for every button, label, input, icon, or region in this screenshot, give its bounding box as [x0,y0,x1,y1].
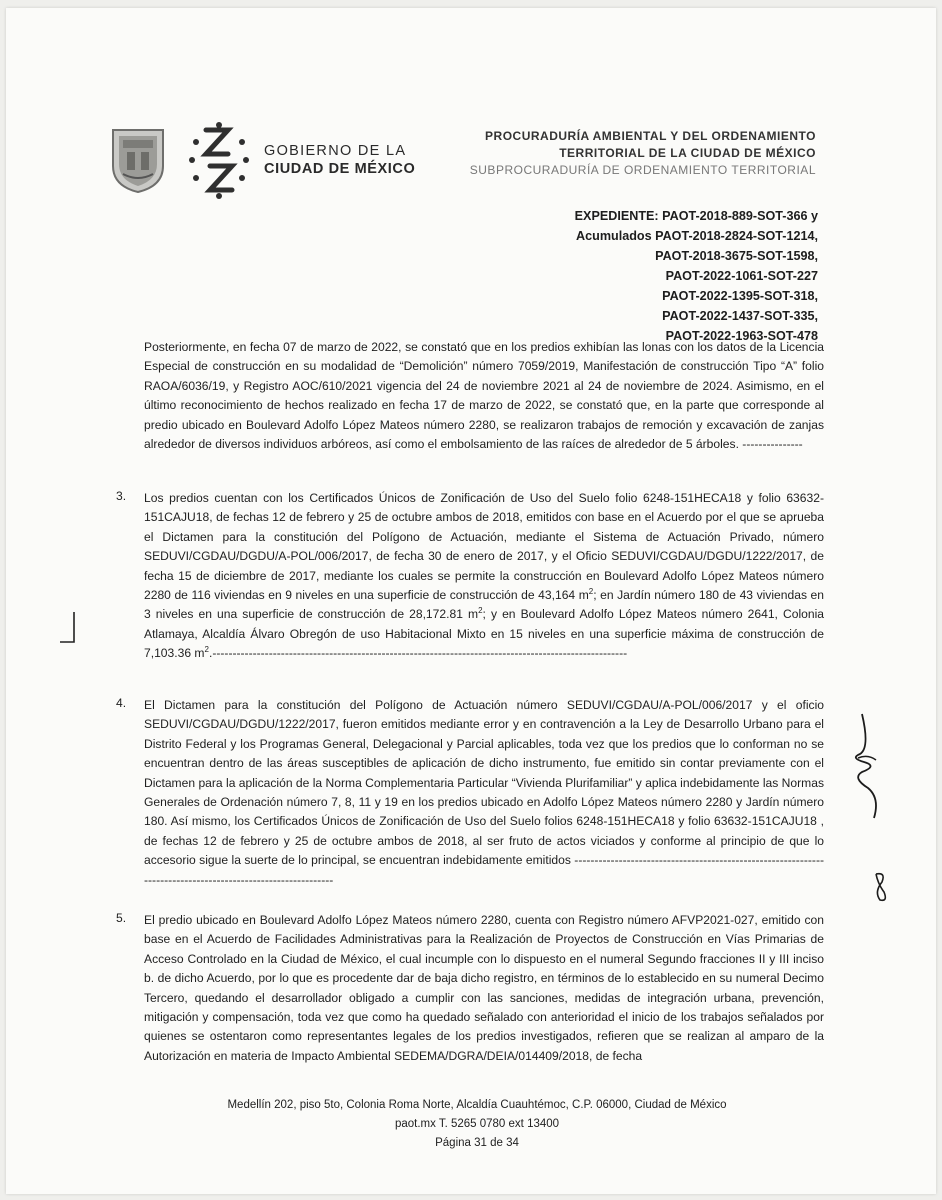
item-3-text-b: ; en Jardín número 180 de 43 viviendas en 3 niveles en una superficie de construcción de 28,172.81 m [144,588,824,622]
item-number: 4. [116,696,127,710]
page-number: Página 31 de 34 [435,1137,519,1149]
handwritten-bracket-mark [56,608,80,648]
case-file-line: PAOT-2018-3675-SOT-1598, [655,249,818,263]
handwritten-initial-signature [844,708,894,828]
document-page [6,8,936,1194]
superscript: 2 [478,606,483,616]
footer-address: Medellín 202, piso 5to, Colonia Roma Norte, Alcaldía Cuauhtémoc, C.P. 06000, Ciudad de México [227,1099,727,1111]
superscript: 2 [588,587,594,596]
item-3-text-c: ; y en Boulevard Adolfo López Mateos número 2641, Colonia Atlamaya, Alcaldía Álvaro Obregón de uso Habitacional Mixto en 15 niveles en una superficie máxima de construcción de 7,103.36 m [144,607,824,661]
intro-paragraph: Posteriormente, en fecha 07 de marzo de 2022, se constató que en los predios exhibían las lonas con los datos de la Licencia Especial de construcción en su modalidad de “Demolición” número 7059/2019, Manifestación de construcción Tipo “A” folio RAOA/6036/19, y Registro AOC/610/2021 vigencia del 24 de noviembre 2021 al 24 de noviembre de 2024. Asimismo, en el último reconocimiento de hechos realizado en fecha 17 de marzo de 2022, se constató que, en la parte que corresponde al predio ubicado en Boulevard Adolfo López Mateos número 2280, se realizaron trabajos de remoción y excavación de zanjas alrededor de diversos individuos arbóreos, así como el embolsamiento de las raíces de alrededor de 5 árboles. --------------- [144,340,824,452]
case-file-line: PAOT-2022-1437-SOT-335, [662,309,818,323]
item-3-text-d: .------------------------------------------------------------------------------------------------------- [208,646,628,661]
office-line2: TERRITORIAL DE LA CIUDAD DE MÉXICO [559,146,816,160]
office-line3: SUBPROCURADURÍA DE ORDENAMIENTO TERRITORIAL [469,163,816,177]
item-4-paragraph: El Dictamen para la constitución del Polígono de Actuación número SEDUVI/CGDAU/A-POL/006/2017 y el oficio SEDUVI/CGDAU/DGDU/1222/2017, fueron emitidos mediante error y en contravención a la Ley de Desarrollo Urbano para el Distrito Federal y los Programas General, Delegacional y Parcial aplicables, toda vez que los predios que lo conforman no se encuentran dentro de las áreas susceptibles de aplicación de dicho instrumento, fue emitido sin contar previamente con el Dictamen para la aplicación de la Norma Complementaria Particular “Vivienda Plurifamiliar” y aplica indebidamente las Normas Generales de Ordenación número 7, 8, 11 y 19 en los predios ubicado en Adolfo López Mateos número 2280 y Jardín número 180. Así mismo, los Certificados Únicos de Zonificación de Uso del Suelo folios 6248-151HECA18 y folio 63632-151CAJU18 , de fechas 12 de febrero y 25 de octubre ambos de 2018, al ser fruto de actos viciados y conforme al principio de que lo accesorio sigue la suerte de lo principal, se encuentran indebidamente emitidos ------------------------------------------------------------------------------------------------------------- [144,698,825,887]
item-number: 3. [116,489,127,503]
item-3-text-a: Los predios cuentan con los Certificados Únicos de Zonificación de Uso del Suelo folio 6248-151HECA18 y folio 63632-151CAJU18, de fechas 12 de febrero y 25 de octubre ambos de 2018, emitidos con base en el Acuerdo por el que se aprueba el Dictamen para la constitución del Polígono de Actuación, mediante el Sistema de Actuación Privado, número SEDUVI/CGDAU/DGDU/A-POL/006/2017, de fecha 30 de enero de 2017, y el Oficio SEDUVI/CGDAU/DGDU/1222/2017, de fecha 15 de diciembre de 2017, mediante los cuales se permite la construcción en Boulevard Adolfo López Mateos número 2280 de 116 viviendas en 9 niveles en una superficie de construcción de 43,164 m [144,491,824,603]
case-file-line: EXPEDIENTE: PAOT-2018-889-SOT-366 y [574,209,818,223]
gobierno-cdmx-logo-icon [186,120,252,200]
case-file-line: PAOT-2022-1395-SOT-318, [662,289,818,303]
office-heading [396,128,816,179]
item-3-paragraph [144,489,824,664]
footer [6,1096,942,1153]
case-file-line: Acumulados PAOT-2018-2824-SOT-1214, [576,229,818,243]
case-file-line: PAOT-2022-1963-SOT-478 [665,329,818,343]
case-file-line: PAOT-2022-1061-SOT-227 [665,269,818,283]
cdmx-coat-of-arms-icon [109,126,167,194]
government-name [264,142,415,178]
footer-contact: paot.mx T. 5265 0780 ext 13400 [394,1118,560,1130]
government-name-line1: GOBIERNO DE LA [264,143,407,159]
superscript: 2 [204,645,209,655]
office-line1: PROCURADURÍA AMBIENTAL Y DEL ORDENAMIENTO [485,129,816,143]
item-number: 5. [116,911,127,925]
government-name-line2: CIUDAD DE MÉXICO [264,161,416,177]
item-5-paragraph: El predio ubicado en Boulevard Adolfo López Mateos número 2280, cuenta con Registro número AFVP2021-027, emitido con base en el Acuerdo de Facilidades Administrativas para la Realización de Proyectos de Construcción en Vías Primarias de Acceso Controlado en la Ciudad de México, el cual incumple con lo dispuesto en el numeral Segundo fracciones II y III inciso b. de dicho Acuerdo, por lo que es procedente dar de baja dicho registro, en términos de lo establecido en su numeral Decimo Tercero, quedando el desarrollador obligado a cumplir con las sanciones, medidas de integración urbana, prevención, mitigación y compensación, toda vez que como ha quedado señalado con anterioridad el inicio de los trabajos señalados por quienes se ostentaron como representantes legales de los predios investigados, refieren que se realizan al amparo de la Autorización en materia de Impacto Ambiental SEDEMA/DGRA/DEIA/014409/2018, de fecha [144,913,824,1063]
handwritten-mark [868,870,894,904]
case-file-numbers [358,206,818,346]
